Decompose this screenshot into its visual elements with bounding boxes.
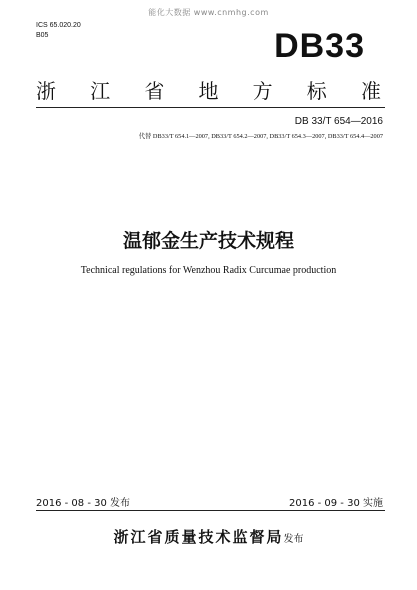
replaces-note: 代替 DB33/T 654.1—2007, DB33/T 654.2—2007, DB33/T 654.3—2007, DB33/T 654.4—2007 <box>138 133 383 140</box>
standard-type-heading <box>36 75 381 104</box>
standard-type-char: 标 <box>306 79 327 103</box>
document-title-english: Technical regulations for Wenzhou Radix Curcumae production <box>80 265 337 276</box>
issuer-line <box>0 526 417 547</box>
standard-type-char: 省 <box>144 79 165 103</box>
top-divider <box>36 107 385 108</box>
standard-type-char: 方 <box>252 79 273 103</box>
publish-date: 2016 - 08 - 30 发布 <box>36 498 131 509</box>
document-title-chinese: 温郁金生产技术规程 <box>122 230 294 252</box>
issuer-suffix: 发布 <box>283 534 304 545</box>
issuing-authority: 浙江省质量技术监督局 <box>113 528 284 546</box>
classification-code: B05 <box>36 32 49 39</box>
db-logo: DB33 <box>274 27 365 65</box>
watermark-text: 能化大数据 www.cnmhg.com <box>148 8 269 17</box>
bottom-divider <box>36 510 385 511</box>
implement-date: 2016 - 09 - 30 实施 <box>288 498 383 509</box>
standard-type-char: 浙 <box>36 79 56 103</box>
standard-type-char: 地 <box>198 79 219 103</box>
standard-number: DB 33/T 654—2016 <box>294 116 383 127</box>
standard-type-char: 准 <box>360 79 381 103</box>
standard-type-char: 江 <box>90 79 111 103</box>
ics-code: ICS 65.020.20 <box>36 22 81 29</box>
